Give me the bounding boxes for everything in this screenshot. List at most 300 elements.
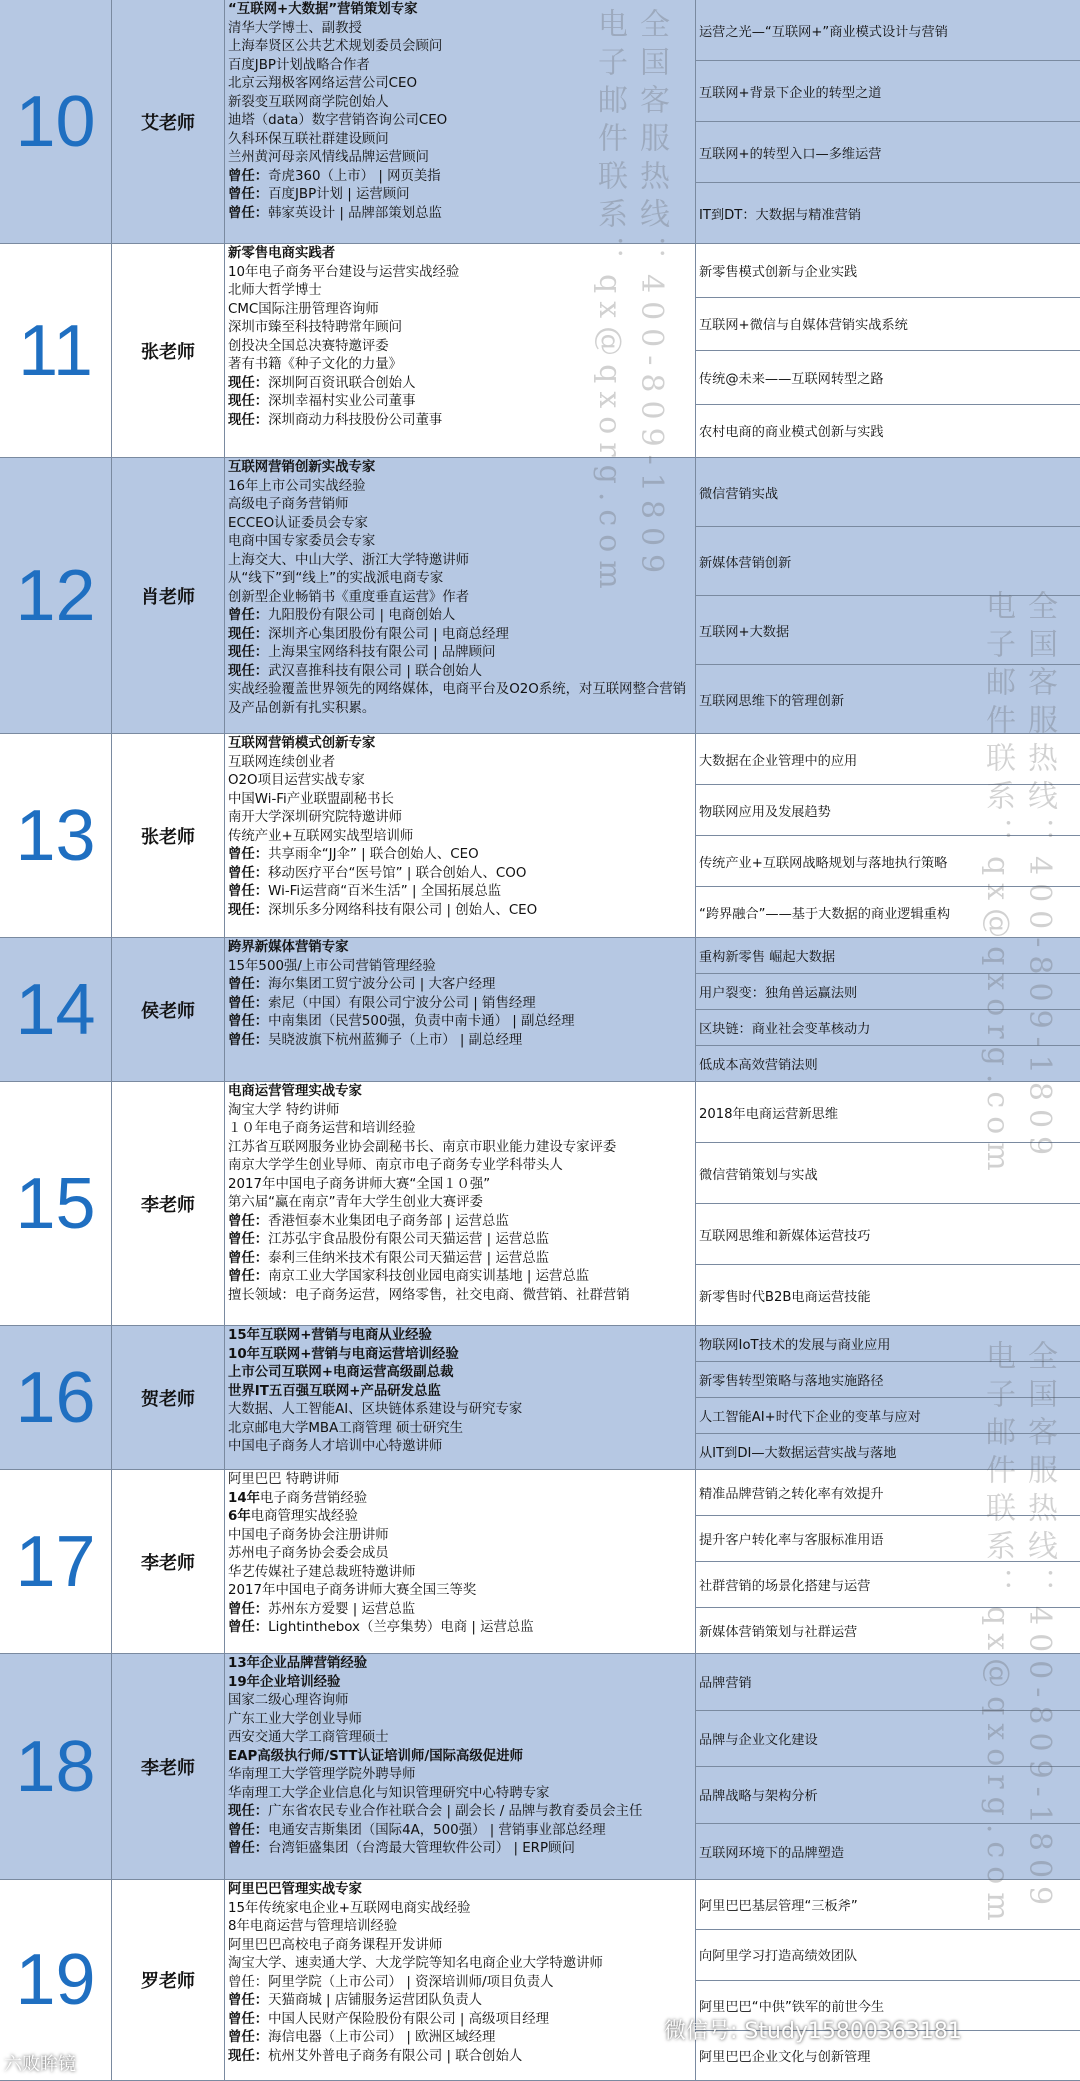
bio-line-text: 泰利三佳纳米技术有限公司天猫运营 | 运营总监 — [268, 1250, 550, 1266]
bio-line — [228, 1803, 693, 1822]
bio-line-text: 15年互联网+营销与电商从业经验 — [228, 1328, 432, 1343]
bio-line-key: 曾任： — [228, 1822, 269, 1838]
bio-line — [228, 20, 693, 39]
bio-line-text: 兰州黄河母亲风情线品牌运营顾问 — [228, 150, 429, 165]
bio-line-text: 电通安吉斯集团（国际4A，500强） | 营销事业部总经理 — [268, 1822, 606, 1838]
bio-line — [228, 356, 693, 375]
bio-line — [228, 1120, 693, 1139]
bio-line — [228, 1490, 693, 1509]
teacher-name: 张老师 — [112, 244, 225, 457]
bio-line-text: 13年企业品牌营销经验 — [228, 1656, 368, 1671]
watermark-email: 电子邮件联系：qx@qxorg.com — [592, 8, 627, 597]
bio-line — [228, 1157, 693, 1176]
bio-line-text: 南京工业大学国家科技创业园电商实训基地 | 运营总监 — [268, 1269, 590, 1284]
course-item: 阿里巴巴“中供”铁军的前世今生 — [696, 1981, 1080, 2031]
bio-line-text: 传统产业+互联网实战型培训师 — [228, 828, 414, 844]
bio-line-text: 迪塔（data）数字营销咨询公司CEO — [228, 113, 448, 128]
bio-line — [228, 1420, 693, 1439]
course-item: 新零售转型策略与落地实施路径 — [696, 1362, 1080, 1398]
bio-line — [228, 1213, 693, 1232]
bio-line — [228, 1032, 693, 1051]
bio-line-text: 实战经验覆盖世界领先的网络媒体，电商平台及O2O系统，对互联网整合营销及产品创新有扎实积累。 — [228, 682, 687, 716]
bio-line-key: 曾任： — [228, 977, 269, 992]
bio-line-text: 南京大学学生创业导师、南京市电子商务专业学科带头人 — [228, 1158, 563, 1173]
bio-line-text: 跨界新媒体营销专家 — [228, 940, 349, 955]
course-item: 新媒体营销创新 — [696, 527, 1080, 596]
course-item: 微信营销策划与实战 — [696, 1143, 1080, 1204]
bio-line-text: 百度JBP计划 | 运营顾问 — [268, 187, 410, 202]
bio-line — [228, 131, 693, 150]
bio-line-key: 曾任： — [228, 884, 269, 899]
bio-line — [228, 57, 693, 76]
bio-line-text: 阿里巴巴管理实战专家 — [228, 1882, 362, 1897]
footer-source-label: 六败眸镜 — [4, 2054, 76, 2075]
bio-line-text: 创投决全国总决赛特邀评委 — [228, 338, 389, 354]
bio-line — [228, 264, 693, 283]
bio-line — [228, 846, 693, 865]
teacher-name: 侯老师 — [112, 938, 225, 1081]
bio-line — [228, 301, 693, 320]
bio-line — [228, 570, 693, 589]
bio-line — [228, 1729, 693, 1748]
teacher-name: 贺老师 — [112, 1326, 225, 1469]
bio-line — [228, 168, 693, 187]
bio-line-text: 新裂变互联网商学院创始人 — [228, 94, 389, 110]
bio-line-text: 16年上市公司实战经验 — [228, 478, 366, 494]
bio-line — [228, 338, 693, 357]
teacher-row — [0, 1880, 1080, 2081]
bio-line-text: 深圳幸福村实业公司董事 — [268, 394, 416, 409]
footer-wechat-id: 微信号: Study15800363181 — [664, 2019, 962, 2044]
bio-line-key: 曾任： — [228, 1232, 269, 1247]
course-item: 新零售模式创新与企业实践 — [696, 244, 1080, 298]
bio-line-text: 高级电子商务营销师 — [228, 497, 349, 512]
teacher-row — [0, 734, 1080, 938]
course-item: 社群营销的场景化搭建与运营 — [696, 1562, 1080, 1608]
bio-line — [228, 1748, 693, 1767]
bio-line — [228, 1083, 693, 1102]
bio-line-text: 深圳齐心集团股份有限公司 | 电商总经理 — [268, 626, 509, 642]
bio-line-text: 中国电子商务协会注册讲师 — [228, 1527, 389, 1543]
bio-line-text: 中南集团（民营500强，负责中南卡通） | 副总经理 — [268, 1014, 575, 1029]
bio-line — [228, 1401, 693, 1420]
course-item: 互联网环境下的品牌塑造 — [699, 1845, 845, 1861]
bio-line — [228, 958, 693, 977]
bio-line-text: 索尼（中国）有限公司宁波分公司 | 销售经理 — [268, 995, 536, 1011]
bio-line-key: 曾任： — [228, 1032, 269, 1048]
bio-line-text: 2017年中国电子商务讲师大赛“全国１０强” — [228, 1176, 491, 1192]
bio-line-text: 九阳股份有限公司 | 电商创始人 — [268, 608, 456, 623]
bio-line-key: 曾任： — [228, 608, 269, 623]
bio-line — [228, 1881, 693, 1900]
course-list — [696, 938, 1080, 1081]
bio-line — [228, 1711, 693, 1730]
bio-line-key: 现任： — [228, 902, 269, 918]
bio-line-text: 台湾钜盛集团（台湾最大管理软件公司） | ERP顾问 — [268, 1841, 575, 1856]
bio-line-text: 华艺传媒社子建总裁班特邀讲师 — [228, 1564, 416, 1580]
bio-line-text: Wi-Fi运营商“百米生活” | 全国拓展总监 — [268, 884, 502, 899]
bio-line-text: 互联网营销模式创新专家 — [228, 736, 376, 751]
bio-line — [228, 735, 693, 754]
row-number: 14 — [0, 938, 112, 1081]
bio-line-key: 曾任： — [228, 847, 269, 862]
course-item: 互联网+背景下企业的转型之道 — [696, 61, 1080, 122]
bio-line — [228, 186, 693, 205]
bio-line — [228, 1545, 693, 1564]
course-item: 人工智能AI+时代下企业的变革与应对 — [696, 1398, 1080, 1434]
course-item: 互联网+大数据 — [696, 596, 1080, 665]
course-list — [696, 1470, 1080, 1653]
bio-line — [228, 995, 693, 1014]
course-item: 重构新零售 崛起大数据 — [696, 938, 1080, 974]
course-item: 品牌营销 — [696, 1654, 1080, 1711]
teacher-row — [0, 1326, 1080, 1470]
bio-line — [228, 282, 693, 301]
bio-line-text: 淘宝大学、速卖通大学、大龙学院等知名电商企业大学特邀讲师 — [228, 1956, 603, 1971]
bio-line-text: 阿里巴巴高校电子商务课程开发讲师 — [228, 1937, 443, 1953]
bio-line — [228, 1992, 693, 2011]
bio-line — [228, 1937, 693, 1956]
bio-line — [228, 1900, 693, 1919]
bio-line-text: 世界IT五百强互联网+产品研发总监 — [228, 1383, 441, 1399]
bio-line-text: 移动医疗平台“医号馆” | 联合创始人、COO — [268, 865, 527, 881]
bio-line — [228, 375, 693, 394]
teacher-row — [0, 458, 1080, 734]
bio-line — [228, 1176, 693, 1195]
bio-line-key: 曾任： — [228, 1841, 269, 1856]
bio-line-key: 曾任： — [228, 1250, 269, 1266]
bio-line-text: ECCEO认证委员会专家 — [228, 515, 368, 531]
bio-line-key: 曾任： — [228, 187, 269, 202]
course-item: 传统产业+互联网战略规划与落地执行策略 — [696, 836, 1080, 887]
teacher-bio — [226, 938, 696, 1081]
bio-line-text: 10年电子商务平台建设与运营实战经验 — [228, 264, 460, 280]
bio-line — [228, 828, 693, 847]
bio-line — [228, 644, 693, 663]
bio-line-text: 海尔集团工贸宁波分公司 | 大客户经理 — [268, 977, 496, 992]
bio-line — [228, 1601, 693, 1620]
bio-line — [228, 1674, 693, 1693]
teacher-name: 张老师 — [112, 734, 225, 937]
bio-line-key: 曾任： — [228, 1269, 269, 1284]
bio-line-text: 新零售电商实践者 — [228, 246, 336, 261]
bio-line-key: 曾任： — [228, 865, 269, 881]
bio-line-text: 深圳市臻至科技特聘常年顾问 — [228, 320, 403, 335]
bio-line — [228, 533, 693, 552]
bio-line — [228, 2029, 693, 2048]
teacher-name: 肖老师 — [112, 458, 225, 733]
bio-line — [228, 1785, 693, 1804]
bio-line-text: 互联网连续创业者 — [228, 754, 336, 770]
bio-line — [228, 459, 693, 478]
teacher-name: 艾老师 — [112, 0, 225, 243]
bio-line — [228, 1346, 693, 1365]
bio-line-text: 15年500强/上市公司营销管理经验 — [228, 958, 436, 974]
bio-line — [228, 809, 693, 828]
course-item: 区块链：商业社会变革核动力 — [696, 1010, 1080, 1046]
course-list — [696, 1880, 1080, 2080]
teacher-bio — [226, 1326, 696, 1469]
course-item: 从IT到DI—大数据运营实战与落地 — [699, 1446, 897, 1461]
bio-line — [228, 245, 693, 264]
bio-line-key: 曾任： — [228, 1993, 269, 2008]
bio-line-key: 曾任： — [228, 2030, 269, 2045]
bio-line-text: 中国人民财产保险股份有限公司 | 高级项目经理 — [268, 2011, 550, 2027]
bio-line-text: 从“线下”到“线上”的实战派电商专家 — [228, 571, 444, 586]
bio-line-key: 现任： — [228, 1804, 269, 1819]
bio-line-text: 互联网营销创新实战专家 — [228, 460, 376, 475]
teacher-row — [0, 0, 1080, 244]
teacher-row — [0, 1470, 1080, 1654]
row-number: 13 — [0, 734, 112, 937]
bio-line — [228, 1955, 693, 1974]
bio-line — [228, 1013, 693, 1032]
bio-line-key: 现任： — [228, 645, 269, 660]
bio-line-key: 现任： — [228, 375, 269, 391]
bio-line — [228, 1327, 693, 1346]
bio-line-key: 曾任： — [228, 1601, 269, 1617]
row-number: 12 — [0, 458, 112, 733]
bio-line-text: 北京云翔极客网络运营公司CEO — [228, 76, 418, 91]
teacher-row — [0, 1654, 1080, 1880]
teacher-row — [0, 1082, 1080, 1326]
bio-line — [228, 393, 693, 412]
course-item: 互联网思维和新媒体运营技巧 — [696, 1204, 1080, 1265]
bio-line-text: 南开大学深圳研究院特邀讲师 — [228, 810, 403, 825]
bio-line-text: 苏州电子商务协会委会成员 — [228, 1546, 389, 1561]
watermark-hotline: 全国客服热线：400-809-1809 — [634, 8, 669, 582]
bio-line-key: 现任： — [228, 412, 269, 428]
bio-line-key: 14年 — [228, 1490, 261, 1506]
watermark-email-3: 电子邮件联系：qx@qxorg.com — [980, 1340, 1015, 1929]
bio-line — [228, 1471, 693, 1490]
bio-line — [228, 607, 693, 626]
teacher-row — [0, 244, 1080, 458]
bio-line — [228, 496, 693, 515]
bio-line-text: EAP高级执行师/STT认证培训师/国际高级促进师 — [228, 1748, 523, 1764]
bio-line-text: 海信电器（上市公司） | 欧洲区域经理 — [268, 2030, 496, 2045]
teacher-name: 李老师 — [112, 1470, 225, 1653]
bio-line-text: 上海奉贤区公共艺术规划委员会顾问 — [228, 39, 443, 54]
course-list — [696, 458, 1080, 733]
row-number: 16 — [0, 1326, 112, 1469]
bio-line-key: 曾任： — [228, 2011, 269, 2027]
bio-line — [228, 1438, 693, 1457]
bio-line — [228, 1974, 693, 1993]
bio-line-text: 江苏弘宇食品股份有限公司天猫运营 | 运营总监 — [268, 1232, 550, 1247]
bio-line — [228, 1582, 693, 1601]
course-list — [696, 1326, 1080, 1469]
bio-line — [228, 754, 693, 773]
bio-line-text: 电商运营管理实战专家 — [228, 1084, 362, 1099]
bio-line — [228, 1, 693, 20]
course-list — [696, 0, 1080, 243]
bio-line-text: 西安交通大学工商管理硕士 — [228, 1730, 389, 1745]
watermark-hotline-3: 全国客服热线：400-809-1809 — [1022, 1340, 1057, 1914]
course-item: 新零售时代B2B电商运营技能 — [699, 1289, 871, 1305]
course-item: 物联网应用及发展趋势 — [696, 785, 1080, 836]
bio-line-text: 淘宝大学 特约讲师 — [228, 1102, 340, 1118]
bio-line — [228, 38, 693, 57]
bio-line — [228, 1918, 693, 1937]
row-number: 19 — [0, 1880, 112, 2080]
bio-line-text: CMC国际注册管理咨询师 — [228, 301, 379, 317]
bio-line-text: 电子商务营销经验 — [260, 1490, 368, 1506]
bio-line — [228, 112, 693, 131]
bio-line — [228, 883, 693, 902]
bio-line-text: 电商中国专家委员会专家 — [228, 534, 376, 549]
bio-line — [228, 1527, 693, 1546]
teacher-name: 罗老师 — [112, 1880, 225, 2080]
course-item: IT到DT：大数据与精准营销 — [699, 207, 862, 223]
bio-line-key: 现任： — [228, 2048, 269, 2064]
course-item: 提升客户转化率与客服标准用语 — [696, 1516, 1080, 1562]
bio-line — [228, 515, 693, 534]
bio-line-text: 广东工业大学创业导师 — [228, 1711, 362, 1727]
bio-line — [228, 2048, 693, 2067]
bio-line — [228, 205, 693, 224]
bio-line — [228, 865, 693, 884]
bio-line — [228, 319, 693, 338]
row-number: 18 — [0, 1654, 112, 1879]
bio-line-text: 创新型企业畅销书《重度垂直运营》作者 — [228, 589, 470, 605]
bio-line-key: 曾任： — [228, 1014, 269, 1029]
bio-line — [228, 478, 693, 497]
course-item: 互联网思维下的管理创新 — [699, 693, 845, 709]
bio-line — [228, 1139, 693, 1158]
bio-line-text: 2017年中国电子商务讲师大赛全国三等奖 — [228, 1583, 477, 1598]
bio-line — [228, 1822, 693, 1841]
teacher-bio — [226, 734, 696, 937]
bio-line — [228, 1508, 693, 1527]
bio-line-text: 江苏省互联网服务业协会副秘书长、南京市职业能力建设专家评委 — [228, 1139, 617, 1155]
course-item: 互联网+的转型入口—多维运营 — [696, 122, 1080, 183]
bio-line-text: 香港恒泰木业集团电子商务部 | 运营总监 — [268, 1213, 509, 1229]
course-item: 运营之光—“互联网+”商业模式设计与营销 — [696, 0, 1080, 61]
bio-line — [228, 1766, 693, 1785]
course-item: 新媒体营销策划与社群运营 — [699, 1625, 858, 1640]
bio-line — [228, 1364, 693, 1383]
bio-line-key: 曾任： — [228, 205, 269, 221]
row-number: 15 — [0, 1082, 112, 1325]
bio-line-text: 深圳商动力科技股份公司董事 — [268, 412, 443, 428]
bio-line — [228, 1383, 693, 1402]
bio-line — [228, 552, 693, 571]
bio-line — [228, 1564, 693, 1583]
course-item: 用户裂变：独角兽运赢法则 — [696, 974, 1080, 1010]
bio-line-text: O2O项目运营实战专家 — [228, 773, 365, 788]
bio-line — [228, 663, 693, 682]
bio-line-key: 现任： — [228, 626, 269, 642]
bio-line-text: 擅长领域：电子商务运营，网络零售，社交电商、微营销、社群营销 — [228, 1287, 630, 1303]
bio-line-text: 19年企业培训经验 — [228, 1674, 341, 1690]
bio-line — [228, 1194, 693, 1213]
bio-line — [228, 791, 693, 810]
bio-line-text: “互联网+大数据”营销策划专家 — [228, 2, 418, 17]
bio-line-text: 奇虎360（上市） | 网页美指 — [268, 168, 441, 184]
bio-line — [228, 94, 693, 113]
bio-line-text: 中国电子商务人才培训中心特邀讲师 — [228, 1439, 443, 1454]
course-list — [696, 734, 1080, 937]
teacher-bio — [226, 1880, 696, 2080]
bio-line — [228, 1655, 693, 1674]
bio-line-text: 中国Wi-Fi产业联盟副秘书长 — [228, 791, 394, 807]
teacher-name: 李老师 — [112, 1082, 225, 1325]
bio-line — [228, 772, 693, 791]
bio-line-key: 曾任： — [228, 995, 269, 1011]
bio-line-key: 6年 — [228, 1509, 251, 1524]
bio-line-text: 电商管理实战经验 — [250, 1509, 358, 1524]
bio-line — [228, 75, 693, 94]
bio-line — [228, 626, 693, 645]
bio-line-text: 北师大哲学博士 — [228, 283, 322, 298]
course-item: 大数据在企业管理中的应用 — [696, 734, 1080, 785]
bio-line-text: 苏州东方爱婴 | 运营总监 — [268, 1601, 416, 1617]
bio-line-text: 北京邮电大学MBA工商管理 硕士研究生 — [228, 1420, 464, 1436]
bio-line-text: 华南理工大学管理学院外聘导师 — [228, 1767, 416, 1782]
bio-line — [228, 2011, 693, 2030]
teacher-row — [0, 938, 1080, 1082]
course-item: 品牌与企业文化建设 — [696, 1711, 1080, 1768]
bio-line-text: 久科环保互联社群建设顾问 — [228, 131, 389, 147]
bio-line-text: 阿里巴巴 特聘讲师 — [228, 1472, 340, 1487]
course-list — [696, 1082, 1080, 1325]
teacher-bio — [226, 1470, 696, 1653]
bio-line-key: 曾任： — [228, 1213, 269, 1229]
bio-line — [228, 1692, 693, 1711]
bio-line-text: 韩家英设计 | 品牌部策划总监 — [268, 205, 442, 221]
bio-line-text: 8年电商运营与管理培训经验 — [228, 1919, 398, 1934]
bio-line — [228, 1840, 693, 1859]
bio-line-text: 大数据、人工智能AI、区块链体系建设与研究专家 — [228, 1402, 523, 1417]
bio-line-text: 天猫商城 | 店铺服务运营团队负责人 — [268, 1993, 483, 2008]
bio-line — [228, 902, 693, 921]
course-item: 传统@未来——互联网转型之路 — [696, 351, 1080, 405]
course-list — [696, 1654, 1080, 1879]
course-item: 向阿里学习打造高绩效团队 — [696, 1930, 1080, 1980]
teacher-bio — [226, 458, 696, 733]
course-item: 阿里巴巴企业文化与创新管理 — [699, 2049, 871, 2065]
bio-line-text: 第六届“赢在南京”青年大学生创业大赛评委 — [228, 1195, 483, 1210]
bio-line-text: 武汉喜推科技有限公司 | 联合创始人 — [268, 663, 483, 679]
teacher-bio — [226, 244, 696, 457]
course-item: 物联网IoT技术的发展与商业应用 — [696, 1326, 1080, 1362]
bio-line-text: 吴晓波旗下杭州蓝狮子（上市） | 副总经理 — [268, 1032, 523, 1048]
teacher-bio — [226, 1654, 696, 1879]
bio-line — [228, 1268, 693, 1287]
bio-line — [228, 149, 693, 168]
bio-line-key: 曾任： — [228, 1620, 269, 1635]
bio-line-text: 华南理工大学企业信息化与知识管理研究中心特聘专家 — [228, 1785, 550, 1801]
teacher-name: 李老师 — [112, 1654, 225, 1879]
bio-line — [228, 681, 693, 718]
course-item: “跨界融合”——基于大数据的商业逻辑重构 — [699, 906, 951, 922]
bio-line-text: 10年互联网+营销与电商运营培训经验 — [228, 1346, 459, 1362]
teacher-bio — [226, 1082, 696, 1325]
bio-line — [228, 1619, 693, 1638]
bio-line — [228, 1287, 693, 1306]
bio-line-text: 广东省农民专业合作社联合会 | 副会长 / 品牌与教育委员会主任 — [268, 1804, 643, 1819]
bio-line — [228, 939, 693, 958]
course-item: 品牌战略与架构分析 — [696, 1767, 1080, 1824]
course-item: 阿里巴巴基层管理“三板斧” — [696, 1880, 1080, 1930]
bio-line — [228, 589, 693, 608]
bio-line-text: 共享雨伞“JJ伞” | 联合创始人、CEO — [268, 847, 479, 862]
bio-line-text: 曾任：阿里学院（上市公司） | 资深培训师/项目负责人 — [228, 1974, 554, 1990]
course-item: 农村电商的商业模式创新与实践 — [699, 425, 884, 441]
course-item: 低成本高效营销法则 — [699, 1058, 818, 1073]
bio-line — [228, 1250, 693, 1269]
